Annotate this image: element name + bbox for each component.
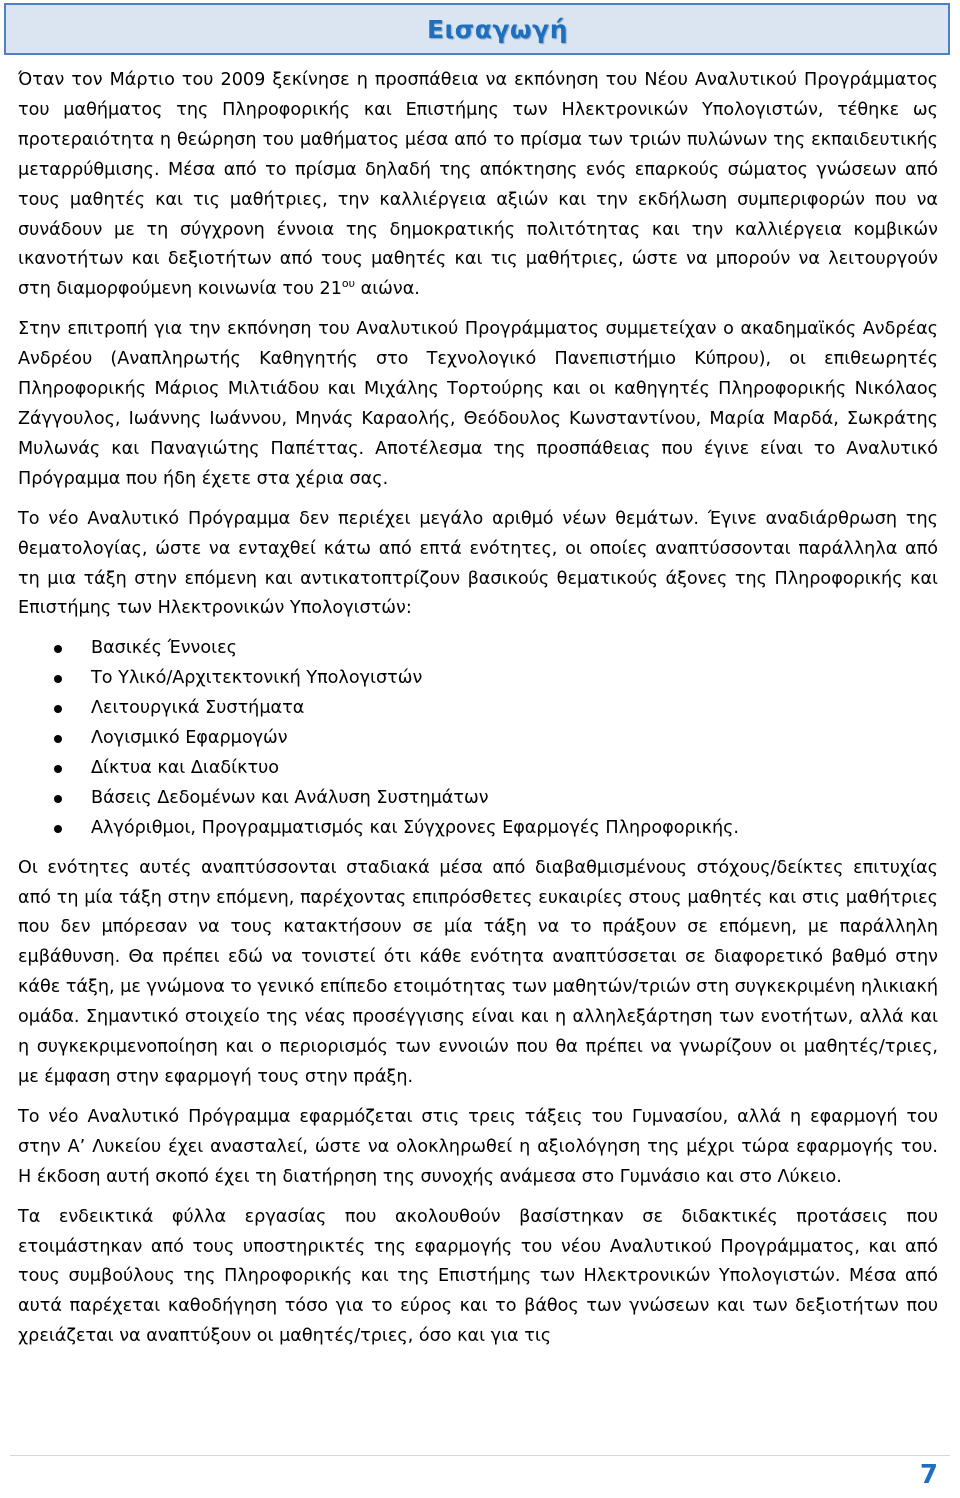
paragraph-intro: [18, 66, 938, 305]
paragraph-committee: Στην επιτροπή για την εκπόνηση του Αναλυτικού Προγράμματος συμμετείχαν ο ακαδημαϊκός Ανδρέας Ανδρέου (Αναπληρωτής Καθηγητής στο Τεχνολογικό Πανεπιστήμιο Κύπρου), οι επιθεωρητές Πληροφορικής Μάριος Μιλτιάδου και Μιχάλης Τορτούρης και οι καθηγητές Πληροφορικής Νικόλαος Ζάγγουλος, Ιωάννης Ιωάννου, Μηνάς Καραολής, Θεόδουλος Κωνσταντίνου, Μαρία Μαρδά, Σωκράτης Μυλωνάς και Παναγιώτης Παπέττας. Αποτέλεσμα της προσπάθειας που έγινε είναι το Αναλυτικό Πρόγραμμα που ήδη έχετε στα χέρια σας.: [18, 319, 938, 489]
page-title: Εισαγωγή: [426, 15, 568, 44]
bullet-icon: [54, 765, 62, 773]
footer-divider: [10, 1455, 950, 1456]
section-header: [4, 3, 950, 55]
list-item-label: Λογισμικό Εφαρμογών: [91, 728, 288, 749]
list-item: [18, 664, 938, 694]
document-body: [18, 66, 938, 1362]
page-number: 7: [919, 1460, 938, 1490]
list-item-label: Βάσεις Δεδομένων και Ανάλυση Συστημάτων: [91, 787, 489, 808]
list-item-label: Λειτουργικά Συστήματα: [91, 698, 305, 719]
bullet-icon: [54, 735, 62, 743]
paragraph-application: Το νέο Αναλυτικό Πρόγραμμα εφαρμόζεται στις τρεις τάξεις του Γυμνασίου, αλλά η εφαρμογή του στην Α’ Λυκείου έχει ανασταλεί, ώστε να ολοκληρωθεί η αξιολόγηση της μέχρι τώρα εφαρμογής του. Η έκδοση αυτή σκοπό έχει τη διατήρηση της συνοχής ανάμεσα στο Γυμνάσιο και στο Λύκειο.: [18, 1106, 938, 1187]
paragraph-progression: Οι ενότητες αυτές αναπτύσσονται σταδιακά μέσα από διαβαθμισμένους στόχους/δείκτες επιτυχίας από τη μία τάξη στην επόμενη, παρέχοντας επιπρόσθετες ευκαιρίες στους μαθητές και στις μαθήτριες που δεν μπόρεσαν να τους κατακτήσουν σε μία τάξη να το πράξουν σε επόμενη, με παράλληλη εμβάθυνση. Θα πρέπει εδώ να τονιστεί ότι κάθε ενότητα αναπτύσσεται σε διαφορετικό βαθμό στην κάθε τάξη, με γνώμονα το γενικό επίπεδο ετοιμότητας των μαθητών/τριών στη συγκεκριμένη ηλικιακή ομάδα. Σημαντικό στοιχείο της νέας προσέγγισης είναι και η αλληλεξάρτηση των ενοτήτων, αλλά και η συγκεκριμενοποίηση και ο περιορισμός των εννοιών που θα πρέπει να γνωρίζουν οι μαθητές/τριες, με έμφαση στην εφαρμογή τους στην πράξη.: [18, 857, 938, 1087]
paragraph-new-program: Το νέο Αναλυτικό Πρόγραμμα δεν περιέχει μεγάλο αριθμό νέων θεμάτων. Έγινε αναδιάρθρωση της θεματολογίας, ώστε να ενταχθεί κάτω από επτά ενότητες, οι οποίες αναπτύσσονται παράλληλα από τη μια τάξη στην επόμενη και αντικατοπτρίζουν βασικούς θεματικούς άξονες της Πληροφορικής και Επιστήμης των Ηλεκτρονικών Υπολογιστών:: [18, 508, 938, 619]
paragraph-intro-text: Όταν τον Μάρτιο του 2009 ξεκίνησε η προσπάθεια να εκπόνηση του Νέου Αναλυτικού Προγράμματος του μαθήματος της Πληροφορικής και Επιστήμης των Ηλεκτρονικών Υπολογιστών, τέθηκε ως προτεραιότητα η θεώρηση του μαθήματος μέσα από το πρίσμα των τριών πυλώνων της εκπαιδευτικής μεταρρύθμισης. Μέσα από το πρίσμα δηλαδή της απόκτησης ενός επαρκούς σώματος γνώσεων από τους μαθητές και τις μαθήτριες, την καλλιέργεια αξιών και την εκδήλωση συμπεριφορών που να συνάδουν με τη σύγχρονη έννοια της δημοκρατικής πολιτότητας και την καλλιέργεια κομβικών ικανοτήτων και δεξιοτήτων από τους μαθητές και τις μαθήτριες, ώστε να μπορούν να λειτουργούν στη διαμορφούμενη κοινωνία του 21: [18, 70, 938, 300]
bullet-icon: [54, 795, 62, 803]
ordinal-superscript: ου: [341, 277, 355, 291]
list-item: [18, 784, 938, 814]
bullet-icon: [54, 825, 62, 833]
list-item-label: Αλγόριθμοι, Προγραμματισμός και Σύγχρονες Εφαρμογές Πληροφορικής.: [91, 817, 740, 838]
list-item-label: Το Υλικό/Αρχιτεκτονική Υπολογιστών: [91, 668, 423, 689]
list-item: [18, 754, 938, 784]
list-item-label: Δίκτυα και Διαδίκτυο: [91, 757, 280, 778]
list-item: [18, 814, 938, 844]
list-item-label: Βασικές Έννοιες: [91, 638, 237, 659]
list-item: [18, 724, 938, 754]
list-item: [18, 694, 938, 724]
paragraph-worksheets: Τα ενδεικτικά φύλλα εργασίας που ακολουθούν βασίστηκαν σε διδακτικές προτάσεις που ετοιμάστηκαν από τους υποστηρικτές της εφαρμογής του νέου Αναλυτικού Προγράμματος, και από τους συμβούλους της Πληροφορικής και της Επιστήμης των Ηλεκτρονικών Υπολογιστών. Μέσα από αυτά παρέχεται καθοδήγηση τόσο για το εύρος και το βάθος των γνώσεων και των δεξιοτήτων που χρειάζεται να αναπτύξουν οι μαθητές/τριες, όσο και για τις: [18, 1206, 938, 1347]
bullet-icon: [54, 675, 62, 683]
list-item: [18, 634, 938, 664]
bullet-icon: [54, 705, 62, 713]
paragraph-intro-end: αιώνα.: [355, 279, 420, 300]
units-list: [18, 634, 938, 843]
bullet-icon: [54, 645, 62, 653]
